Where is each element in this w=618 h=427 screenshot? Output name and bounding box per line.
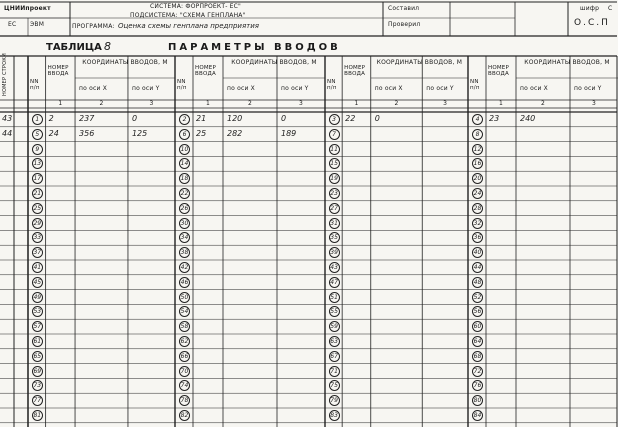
program-label: ПРОГРАММА: [72,23,115,30]
x-axis-header: по оси X [520,85,548,92]
nn-circle: 80 [473,397,482,405]
nn-circle: 76 [473,382,482,390]
col-number-1: 1 [206,100,211,107]
nn-header: NN п/п [327,79,337,91]
y-axis-header: по оси Y [426,85,454,92]
input-number-header: НОМЕР ВВОДА [488,65,510,77]
nn-circle: 39 [330,249,338,257]
nn-circle: 2 [179,114,190,125]
col-number-2: 2 [99,100,104,107]
input-number-value: 22 [345,114,356,123]
nn-circle: 38 [180,249,189,257]
nn-circle: 16 [473,160,482,168]
nn-circle: 19 [330,175,338,183]
nn-circle: 44 [473,264,482,271]
col-number-3: 3 [299,100,304,107]
nn-circle: 35 [330,234,338,242]
nn-circle: 15 [330,160,338,168]
coords-header: КООРДИНАТЫ ВВОДОВ, М [82,59,168,66]
nn-circle: 77 [33,397,42,405]
nn-circle: 26 [180,204,189,212]
nn-circle: 28 [473,204,482,212]
nn-circle: 67 [330,352,338,360]
nn-circle: 37 [33,249,42,257]
col-number-2: 2 [394,100,399,107]
col-number-3: 3 [443,100,448,107]
subsystem-label: ПОДСИСТЕМА: "СХЕМА ГЕНПЛАНА" [130,12,246,19]
nn-circle: 36 [473,234,482,242]
nn-circle: 29 [33,219,42,227]
nn-circle: 30 [180,219,189,227]
row-number: 43 [2,114,13,123]
program-value: Оценка схемы генплана предприятия [118,22,260,30]
nn-circle: 33 [33,234,42,242]
row-number: 44 [2,128,13,138]
col-number-2: 2 [541,100,546,107]
col-number-3: 3 [592,100,597,107]
nn-circle: 17 [33,175,42,183]
nn-circle: 65 [33,352,42,360]
nn-circle: 5 [32,129,43,140]
nn-circle: 52 [473,293,482,301]
nn-circle: 68 [473,352,482,360]
col-number-1: 1 [58,100,63,107]
nn-circle: 59 [330,323,338,331]
nn-circle: 4 [472,114,483,125]
checked-label: Проверил [388,21,421,28]
nn-circle: 18 [180,175,189,183]
input-number-header: НОМЕР ВВОДА [195,65,217,77]
nn-circle: 56 [473,308,482,316]
nn-circle: 43 [330,264,338,271]
nn-circle: 1 [32,114,43,125]
table-number: 8 [104,40,111,53]
y-coordinate-value: 125 [131,128,148,138]
y-axis-header: по оси Y [281,85,309,92]
nn-circle: 63 [330,338,338,345]
x-coordinate-value: 356 [79,128,95,138]
nn-circle: 51 [330,293,338,301]
coords-header: КООРДИНАТЫ ВВОДОВ, М [231,59,317,66]
y-coordinate-value: 0 [281,114,287,123]
nn-circle: 3 [329,114,340,125]
nn-circle: 25 [33,204,42,212]
org-evm: ЭВМ [30,21,45,28]
nn-circle: 70 [180,367,189,375]
nn-circle: 57 [33,323,42,331]
col-number-2: 2 [248,100,253,107]
table-title-left: ТАБЛИЦА [46,42,102,53]
sheet-mark: С [608,5,613,12]
nn-header: NN п/п [177,79,187,91]
nn-circle: 24 [473,190,482,197]
nn-circle: 83 [330,412,338,419]
x-axis-header: по оси X [79,85,108,92]
nn-circle: 9 [32,144,43,155]
nn-circle: 78 [180,397,189,405]
nn-circle: 54 [180,308,189,316]
nn-circle: 27 [330,204,338,212]
x-coordinate-value: 240 [520,114,536,123]
nn-circle: 53 [33,308,42,316]
nn-circle: 23 [330,190,338,197]
nn-circle: 47 [330,278,338,286]
nn-circle: 42 [180,264,189,271]
nn-circle: 48 [473,278,482,286]
nn-circle: 34 [180,234,189,242]
row-number-header: НОМЕР СТРОКИ [2,53,8,96]
input-number-value: 2 [48,114,54,123]
nn-circle: 22 [180,190,189,197]
y-axis-header: по оси Y [574,85,602,92]
input-number-value: 23 [489,114,500,123]
col-number-3: 3 [149,100,154,107]
y-coordinate-value: 0 [131,114,138,123]
nn-circle: 58 [180,323,189,331]
compiled-label: Составил [388,5,420,12]
nn-circle: 8 [472,129,483,140]
nn-circle: 62 [180,338,189,345]
nn-circle: 66 [180,352,189,360]
nn-circle: 45 [33,278,42,286]
nn-circle: 32 [473,219,482,227]
x-coordinate-value: 237 [79,114,95,123]
org-name: ЦНИИпроект [4,5,51,12]
nn-circle: 81 [33,412,42,419]
coords-header: КООРДИНАТЫ ВВОДОВ, М [376,59,463,66]
nn-circle: 41 [33,264,42,271]
y-axis-header: по оси Y [131,85,160,92]
nn-circle: 7 [329,129,340,140]
y-coordinate-value: 189 [281,128,297,138]
input-number-header: НОМЕР ВВОДА [47,65,69,77]
nn-circle: 50 [180,293,189,301]
input-number-value: 24 [48,128,59,138]
system-label: СИСТЕМА: ФОРПРОЕКТ- ЕС" [150,3,242,10]
cipher-value: О.С.П [574,18,610,28]
nn-circle: 82 [180,412,189,419]
nn-circle: 49 [33,293,42,301]
nn-circle: 46 [180,278,189,286]
nn-circle: 11 [330,145,338,153]
nn-circle: 12 [473,145,482,153]
x-coordinate-value: 0 [374,114,380,123]
nn-header: NN п/п [30,79,40,91]
nn-header: NN п/п [470,79,480,91]
col-number-1: 1 [499,100,504,107]
nn-circle: 10 [180,145,189,153]
input-number-value: 21 [196,114,207,123]
table-title: ПАРАМЕТРЫ ВВОДОВ [168,42,341,53]
nn-circle: 21 [33,190,42,197]
coords-header: КООРДИНАТЫ ВВОДОВ, М [524,59,610,66]
nn-circle: 73 [33,382,42,390]
nn-circle: 72 [473,367,482,375]
nn-circle: 61 [33,338,42,345]
nn-circle: 84 [473,412,482,419]
nn-circle: 20 [473,175,482,183]
col-number-1: 1 [354,100,359,107]
nn-circle: 79 [330,397,338,405]
input-number-header: НОМЕР ВВОДА [344,65,366,77]
org-ec: ЕС [8,21,17,28]
cipher-label: шифр [580,5,600,12]
x-axis-header: по оси X [227,85,255,92]
x-coordinate-value: 120 [227,114,243,123]
nn-circle: 60 [473,323,482,331]
x-axis-header: по оси X [374,85,403,92]
nn-circle: 69 [33,367,42,375]
input-number-value: 25 [196,128,207,138]
nn-circle: 14 [180,160,189,168]
nn-circle: 6 [179,129,190,140]
nn-circle: 31 [330,219,338,227]
nn-circle: 71 [330,367,338,375]
x-coordinate-value: 282 [227,128,243,138]
nn-circle: 64 [473,338,482,345]
nn-circle: 55 [330,308,338,316]
nn-circle: 74 [180,382,189,390]
nn-circle: 75 [330,382,338,390]
nn-circle: 13 [33,160,42,168]
nn-circle: 40 [473,249,482,257]
